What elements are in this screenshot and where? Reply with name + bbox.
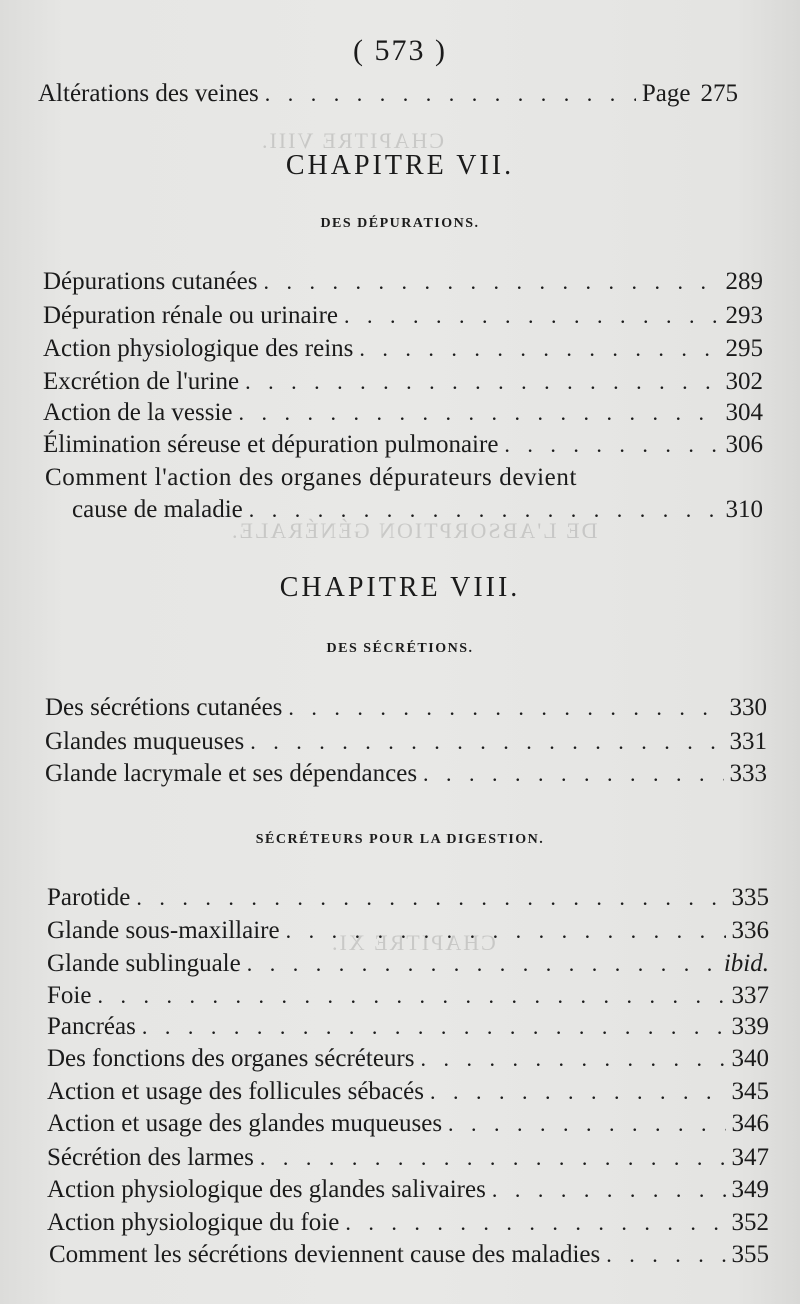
toc-entry-page: 339: [731, 1013, 769, 1040]
dot-leader: [504, 432, 719, 458]
dot-leader: [249, 497, 720, 523]
toc-entry-page: 340: [731, 1045, 769, 1072]
toc-entry-title: Des sécrétions cutanées: [45, 694, 283, 721]
dot-leader: [260, 1145, 726, 1171]
toc-entry-page: 345: [731, 1078, 769, 1105]
toc-entry: [43, 368, 763, 396]
toc-entry-title-line1: Comment l'action des organes dépurateurs devient: [45, 464, 578, 491]
toc-entry: [43, 399, 763, 427]
dot-leader: [97, 983, 725, 1009]
bleed-through-texture: CHAPITRE VIII.: [260, 128, 445, 153]
page-prefix: Page: [641, 80, 691, 107]
dot-leader: [264, 269, 720, 295]
toc-entry: [43, 335, 763, 363]
toc-entry-title: Glande sublinguale: [47, 950, 241, 977]
toc-entry: [43, 431, 763, 459]
toc-entry-page: 352: [731, 1209, 769, 1236]
dot-leader: [245, 369, 719, 395]
toc-entry: [47, 917, 769, 945]
bleed-through-texture: CHAPITRE XI.: [330, 930, 496, 955]
toc-entry-title: Dépurations cutanées: [43, 268, 258, 295]
dot-leader: [247, 951, 718, 977]
toc-entry: [45, 728, 767, 756]
toc-entry-title: Action et usage des follicules sébacés: [47, 1078, 424, 1105]
toc-entry-title: Glande sous-maxillaire: [47, 917, 280, 944]
dot-leader: [286, 918, 726, 944]
toc-entry-title: Action et usage des glandes muqueuses: [47, 1110, 443, 1137]
dot-leader: [423, 761, 723, 787]
toc-entry: [47, 1209, 769, 1237]
toc-entry-page: 346: [731, 1110, 769, 1137]
toc-entry-page: 306: [725, 431, 763, 458]
toc-entry: [72, 496, 763, 524]
toc-entry: [47, 950, 769, 978]
toc-entry-page: 293: [725, 302, 763, 329]
dot-leader: [265, 81, 636, 107]
toc-entry-title: Comment les sécrétions deviennent cause des maladies: [49, 1241, 601, 1268]
toc-entry-page: 310: [725, 496, 763, 523]
toc-entry: [47, 1078, 769, 1106]
toc-entry-page: 335: [731, 884, 769, 911]
dot-leader: [359, 336, 719, 362]
dot-leader: [448, 1111, 725, 1137]
dot-leader: [136, 885, 725, 911]
toc-entry: [45, 760, 767, 788]
dot-leader: [142, 1014, 726, 1040]
toc-entry: [43, 302, 763, 330]
bleed-through-texture: DE L'ABSORPTION GÉNÉRALE.: [230, 518, 598, 543]
toc-entry-title: Foie: [47, 982, 92, 1009]
chapter-subtitle: DES SÉCRÉTIONS.: [326, 641, 474, 656]
toc-entry-title: Pancréas: [47, 1013, 136, 1040]
toc-entry-title: Excrétion de l'urine: [43, 368, 240, 395]
toc-entry: [47, 1176, 769, 1204]
toc-entry-page: 275: [700, 80, 738, 107]
dot-leader: [606, 1242, 725, 1268]
toc-entry: [38, 80, 738, 108]
toc-entry-page: ibid.: [723, 950, 769, 977]
toc-entry-title: Élimination séreuse et dépuration pulmonaire: [43, 431, 499, 458]
toc-entry: [47, 884, 769, 912]
toc-entry-page: 337: [731, 982, 769, 1009]
toc-entry-page: 331: [729, 728, 767, 755]
toc-entry: [49, 1241, 769, 1269]
toc-entry-page: 349: [731, 1176, 769, 1203]
toc-entry-title: Action physiologique des reins: [43, 335, 354, 362]
toc-entry-page: 289: [725, 268, 763, 295]
toc-entry-title: Action de la vessie: [43, 399, 233, 426]
toc-entry: [47, 982, 769, 1010]
toc-entry: [47, 1110, 769, 1138]
toc-entry-page: 336: [731, 917, 769, 944]
toc-entry-title: Des fonctions des organes sécréteurs: [47, 1045, 415, 1072]
toc-entry-page: 347: [731, 1144, 769, 1171]
toc-entry-title: Action physiologique des glandes salivaires: [47, 1176, 486, 1203]
dot-leader: [288, 695, 723, 721]
toc-entry-page: 302: [725, 368, 763, 395]
dot-leader: [430, 1079, 726, 1105]
toc-entry: [47, 1013, 769, 1041]
chapter-heading: CHAPITRE VII.: [285, 150, 515, 181]
toc-entry: [47, 1144, 769, 1172]
chapter-heading: CHAPITRE VIII.: [279, 572, 521, 603]
chapter-subtitle: DES DÉPURATIONS.: [320, 216, 480, 231]
toc-entry-title-line2: cause de maladie: [72, 496, 243, 523]
toc-entry-title: Glandes muqueuses: [45, 728, 245, 755]
toc-entry-title: Dépuration rénale ou urinaire: [43, 302, 339, 329]
toc-entry-page: 295: [725, 335, 763, 362]
toc-entry-title: Parotide: [47, 884, 131, 911]
toc-entry: [43, 268, 763, 296]
toc-entry-title: Glande lacrymale et ses dépendances: [45, 760, 418, 787]
toc-entry-page: 304: [725, 399, 763, 426]
dot-leader: [239, 400, 720, 426]
dot-leader: [492, 1177, 726, 1203]
toc-entry-title: Altérations des veines: [38, 80, 259, 107]
toc-entry-page: 330: [729, 694, 767, 721]
toc-entry: [45, 694, 767, 722]
dot-leader: [345, 1210, 725, 1236]
toc-entry-title: Action physiologique du foie: [47, 1209, 340, 1236]
page-number-header: ( 573 ): [353, 34, 447, 67]
toc-entry-page: 333: [729, 760, 767, 787]
toc-entry-title: Sécrétion des larmes: [47, 1144, 254, 1171]
toc-entry-page: 355: [731, 1241, 769, 1268]
dot-leader: [420, 1046, 725, 1072]
section-heading: SÉCRÉTEURS POUR LA DIGESTION.: [255, 832, 545, 847]
dot-leader: [250, 729, 723, 755]
toc-entry: [47, 1045, 769, 1073]
dot-leader: [344, 303, 719, 329]
